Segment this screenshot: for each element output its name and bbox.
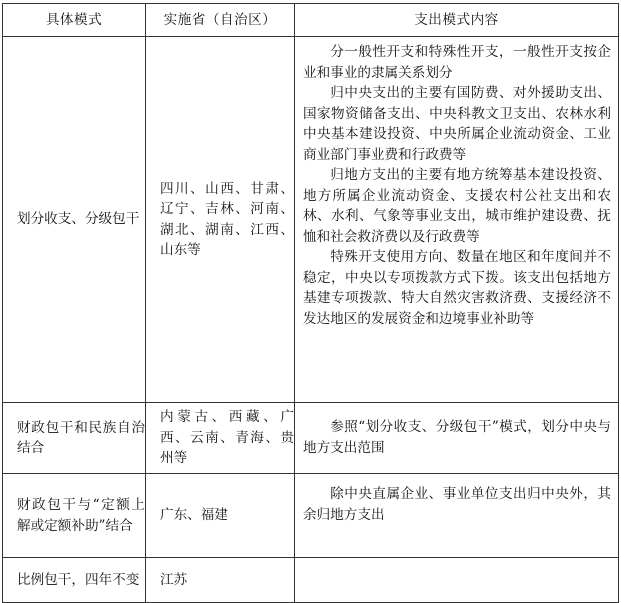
mode-text: 比例包干，四年不变 [17,571,140,588]
content-cell [295,474,619,558]
content-paragraph: 参照“划分收支、分级包干”模式，划分中央与地方支出范围 [303,419,611,456]
mode-text: 划分收支、分级包干 [17,211,140,228]
mode-cell [3,558,146,603]
mode-cell [3,37,146,403]
fiscal-expenditure-table [2,3,619,603]
table-header-row [3,4,619,37]
provinces-text: 内蒙古、西藏、广西、云南、青海、贵州等 [160,409,294,467]
table-row [3,474,619,558]
content-paragraph: 归地方支出的主要有地方统筹基本建设投资、地方所属企业流动资金、支援农村公社支出和农林、水利、气象等事业支出，城市维护建设费、抚恤和社会救济费以及行政费等 [303,167,611,245]
content-cell [295,558,619,603]
header-content: 支出模式内容 [295,4,619,37]
mode-text: 财政包干和民族自治结合 [17,419,145,456]
table-row [3,37,619,403]
provinces-cell [146,474,295,558]
mode-text: 财政包干与“定额上解或定额补助”结合 [17,497,145,534]
table-row [3,403,619,474]
content-paragraph: 除中央直属企业、事业单位支出归中央外，其余归地方支出 [303,486,611,523]
table-row [3,558,619,603]
mode-cell [3,474,146,558]
content-cell [295,37,619,403]
content-cell [295,403,619,474]
provinces-text: 四川、山西、甘肃、辽宁、吉林、河南、湖北、湖南、江西、山东等 [160,180,294,258]
content-paragraph: 分一般性开支和特殊性开支，一般性开支按企业和事业的隶属关系划分 [303,44,611,81]
header-provinces: 实施省（自治区） [146,4,295,37]
mode-cell [3,403,146,474]
provinces-cell [146,558,295,603]
content-paragraph: 特殊开支使用方向、数量在地区和年度间并不稳定，中央以专项拨款方式下拨。该支出包括地方基建专项拨款、特大自然灾害救济费、支援经济不发达地区的发展资金和边境事业补助等 [303,249,611,327]
provinces-cell [146,403,295,474]
provinces-cell [146,37,295,403]
provinces-text: 广东、福建 [160,507,228,524]
provinces-text: 江苏 [160,571,188,588]
content-paragraph: 归中央支出的主要有国防费、对外援助支出、国家物资储备支出、中央科教文卫支出、农林水利中央基本建设投资、中央所属企业流动资金、工业商业部门事业费和行政费等 [303,85,611,163]
header-mode: 具体模式 [3,4,146,37]
